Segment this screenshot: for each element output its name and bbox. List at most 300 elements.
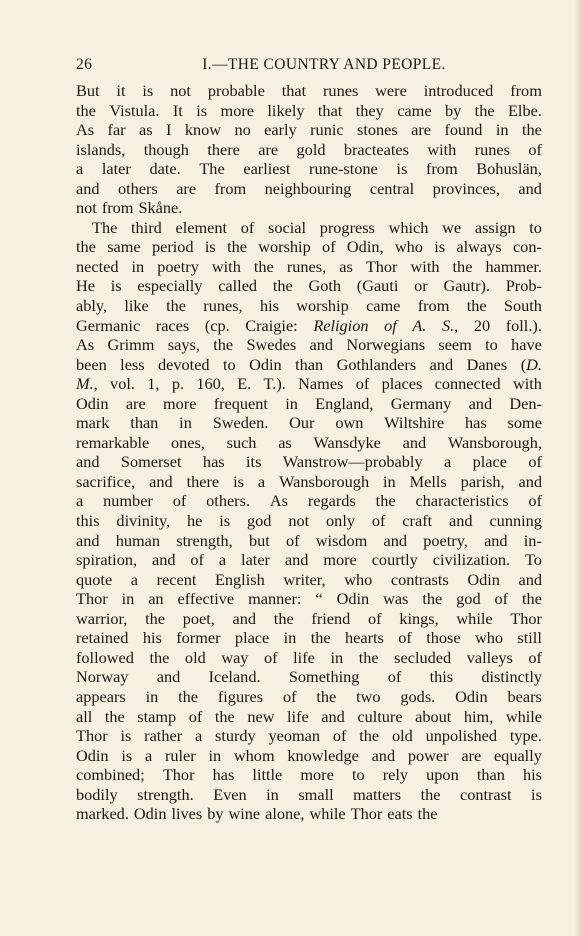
word: As	[76, 120, 95, 140]
word: the	[310, 628, 331, 648]
word: equally	[493, 745, 542, 765]
word: combined;	[76, 765, 145, 785]
word: from	[101, 198, 134, 218]
word: Wiltshire	[384, 413, 445, 433]
word: sturdy	[214, 726, 256, 746]
text-line	[76, 491, 542, 511]
word: to	[223, 354, 236, 374]
word: a	[194, 726, 203, 746]
word: He	[76, 276, 95, 296]
word: and	[449, 511, 473, 531]
text-line	[76, 276, 542, 296]
word: the	[422, 589, 443, 609]
word: E.	[237, 374, 252, 394]
word: in	[383, 471, 396, 491]
word: or	[414, 276, 428, 296]
word: poetry	[157, 256, 199, 276]
text-line	[76, 667, 542, 687]
word: a	[76, 491, 84, 511]
word: though	[143, 139, 189, 159]
word: and	[518, 471, 542, 491]
word: been	[76, 354, 107, 374]
word: appears	[76, 686, 126, 706]
word: Odin	[455, 686, 488, 706]
word: not	[170, 81, 191, 100]
word: effective	[177, 589, 235, 609]
word: Sweden.	[212, 413, 269, 433]
word: and	[371, 745, 396, 765]
word: its	[246, 452, 262, 472]
text-line	[76, 570, 542, 590]
word: probable	[207, 81, 265, 100]
word: but	[248, 530, 270, 550]
word: place	[472, 452, 507, 472]
word: foll.).	[505, 315, 542, 335]
word: knowledge	[287, 745, 359, 765]
word: Prob-	[505, 276, 542, 296]
word: stones	[357, 120, 398, 140]
word: Wanstrow—probably	[282, 452, 423, 472]
text-line	[76, 218, 542, 238]
word: Something	[288, 667, 360, 687]
word: (D.	[520, 354, 542, 374]
word: from	[425, 159, 458, 179]
word: of	[332, 726, 347, 746]
word: a	[257, 471, 266, 491]
text-line	[76, 355, 542, 375]
word: lives	[171, 804, 203, 824]
word: some	[507, 413, 542, 433]
text-line	[76, 237, 542, 257]
word: has	[202, 452, 225, 472]
word: contrasts	[390, 569, 449, 589]
word: his	[142, 628, 162, 648]
page-edge	[574, 0, 582, 936]
word: Gautr).	[443, 276, 490, 296]
word: came	[366, 296, 401, 316]
word: wisdom	[315, 530, 368, 550]
word: from	[417, 296, 450, 316]
word: is	[121, 745, 133, 765]
word: Norway	[76, 667, 129, 687]
word: more	[220, 100, 254, 120]
word: are	[176, 178, 197, 198]
word: Odin	[76, 745, 109, 765]
word: date.	[149, 159, 181, 179]
word: Odin,	[346, 237, 384, 257]
text-line	[76, 296, 542, 316]
word: who	[474, 628, 504, 648]
word: has	[212, 765, 235, 785]
word: and	[484, 530, 508, 550]
word: own	[335, 413, 364, 433]
word: more	[162, 393, 197, 413]
word: more	[300, 765, 334, 785]
word: upon	[426, 765, 459, 785]
word: the	[76, 100, 96, 120]
word: provinces,	[432, 178, 500, 198]
text-line	[76, 589, 542, 609]
text-line	[76, 159, 542, 179]
word: warrior,	[76, 608, 128, 628]
word: To	[524, 550, 542, 570]
text-line	[76, 628, 542, 648]
word: of	[190, 550, 204, 570]
word: is	[120, 726, 132, 746]
word: from	[510, 81, 542, 100]
word: god	[456, 589, 481, 609]
word: with	[427, 139, 457, 159]
word: there	[186, 471, 220, 491]
word: hammer.	[485, 256, 542, 276]
word: Wansdyke	[313, 432, 381, 452]
word: runes,	[203, 296, 243, 316]
word: Bohuslän,	[476, 159, 542, 179]
word: less	[120, 354, 145, 374]
word: But	[76, 81, 100, 100]
word: in	[145, 686, 159, 706]
word: new	[247, 706, 275, 726]
word: later	[101, 159, 131, 179]
word: English	[214, 569, 265, 589]
word: of	[172, 491, 187, 511]
word: M.,	[76, 374, 98, 394]
word: Danes	[466, 354, 508, 374]
word: the	[452, 256, 473, 276]
word: valleys	[466, 647, 513, 667]
word: a	[144, 745, 153, 765]
word: old	[391, 726, 413, 746]
word: he	[186, 511, 203, 531]
word: an	[148, 589, 164, 609]
word: strength,	[176, 530, 233, 550]
word: that	[281, 81, 307, 100]
word: of	[371, 511, 386, 531]
text-line	[76, 179, 542, 199]
word: a	[130, 569, 138, 589]
word: to	[351, 765, 365, 785]
word: islands,	[76, 139, 126, 159]
word: ruler	[164, 745, 196, 765]
word: mark	[76, 413, 110, 433]
word: Grimm	[107, 335, 155, 355]
word: especially	[137, 276, 203, 296]
word: civilization.	[432, 550, 511, 570]
word: came	[397, 100, 432, 120]
text-line	[76, 707, 542, 727]
word: As	[269, 491, 288, 511]
word: bodily	[76, 784, 118, 804]
body-text	[76, 81, 542, 824]
word: than	[476, 765, 505, 785]
word: Swedes	[246, 335, 297, 355]
word: neighbouring	[264, 178, 352, 198]
word: as	[339, 256, 353, 276]
word: is	[396, 159, 408, 179]
text-line	[76, 120, 542, 140]
word: than	[130, 413, 159, 433]
word: two	[356, 686, 381, 706]
word: which	[388, 217, 429, 237]
word: there	[207, 139, 240, 159]
word: we	[442, 217, 462, 237]
word: bears	[507, 686, 542, 706]
word: gods.	[400, 686, 436, 706]
word: Elbe.	[507, 100, 542, 120]
word: life	[293, 647, 315, 667]
word: poet,	[182, 608, 215, 628]
word: social	[268, 217, 307, 237]
word: frequent	[213, 393, 268, 413]
word: spiration,	[76, 550, 138, 570]
word: devoted	[158, 354, 210, 374]
word: former	[176, 628, 221, 648]
text-line	[76, 765, 542, 785]
word: by	[444, 100, 462, 120]
text-line	[76, 374, 542, 394]
running-head: I.—THE COUNTRY AND PEOPLE.	[202, 56, 446, 73]
word: and	[321, 706, 345, 726]
word: others	[117, 178, 158, 198]
text-line	[76, 511, 542, 531]
word: secluded	[394, 647, 452, 667]
word: central	[369, 178, 415, 198]
text-line	[76, 394, 542, 414]
word: have	[511, 335, 542, 355]
word: is	[196, 100, 208, 120]
word: alone,	[265, 804, 305, 824]
word: and	[76, 530, 100, 550]
word: Gothlanders	[336, 354, 417, 374]
word: old	[184, 647, 206, 667]
word: are	[125, 393, 146, 413]
word: in	[330, 647, 344, 667]
word: no	[234, 120, 251, 140]
word: parish,	[460, 471, 505, 491]
word: of	[188, 706, 203, 726]
word: the	[273, 608, 294, 628]
word: god	[247, 511, 272, 531]
word: craft	[402, 511, 433, 531]
word: in	[131, 256, 145, 276]
word: Skåne.	[138, 198, 183, 218]
word: Thor	[76, 589, 108, 609]
word: with	[211, 256, 241, 276]
word: same	[107, 237, 141, 257]
word: and	[429, 354, 454, 374]
word: whom	[233, 745, 275, 765]
word: of	[387, 667, 402, 687]
word: as	[278, 432, 292, 452]
word: the	[145, 608, 165, 628]
word: the	[417, 804, 438, 824]
word: Thor	[162, 765, 195, 785]
word: Wansborough,	[447, 432, 542, 452]
word: found	[444, 120, 483, 140]
word: a	[444, 452, 452, 472]
word: writer,	[283, 569, 326, 589]
word: with	[410, 256, 440, 276]
word: and	[232, 608, 257, 628]
word: Den-	[509, 393, 542, 413]
word: this	[76, 511, 100, 531]
word: is	[204, 237, 216, 257]
word: Thor	[76, 726, 108, 746]
word: quote	[76, 569, 113, 589]
text-line	[76, 452, 542, 472]
word: a	[76, 159, 84, 179]
word: ones,	[170, 432, 205, 452]
word: the	[213, 335, 234, 355]
word: Thor	[365, 256, 398, 276]
word: 160,	[196, 374, 225, 394]
word: regards	[307, 491, 356, 511]
word: the	[375, 491, 396, 511]
word: human	[115, 530, 161, 550]
word: those	[426, 628, 461, 648]
word: South	[503, 296, 542, 316]
word: races	[155, 315, 190, 335]
word: p.	[171, 374, 185, 394]
text-line	[76, 785, 542, 805]
text-line	[76, 472, 542, 492]
word: strength.	[137, 784, 194, 804]
text-line	[76, 81, 542, 101]
word: who	[344, 569, 373, 589]
word: to	[529, 217, 542, 237]
word: 20	[473, 315, 491, 335]
word: this	[429, 667, 454, 687]
word: in	[285, 393, 298, 413]
word: him,	[463, 706, 494, 726]
word: the	[104, 706, 125, 726]
word: kings,	[399, 608, 439, 628]
text-line	[76, 648, 542, 668]
word: runes	[323, 81, 359, 100]
text-line	[76, 804, 542, 824]
word: still	[517, 628, 542, 648]
word: Odin	[76, 393, 109, 413]
word: his	[259, 296, 279, 316]
word: element	[175, 217, 228, 237]
word: of	[494, 589, 509, 609]
word: divinity,	[116, 511, 171, 531]
word: unpolished	[425, 726, 498, 746]
word: in	[208, 745, 222, 765]
word: distinctly	[481, 667, 542, 687]
word: Iceland.	[208, 667, 261, 687]
word: stamp	[137, 706, 177, 726]
word: and	[383, 530, 408, 550]
word: figures	[217, 686, 264, 706]
word: friend	[311, 608, 351, 628]
word: to	[485, 335, 498, 355]
word: of	[384, 315, 397, 335]
word: con-	[512, 237, 542, 257]
word: runes,	[286, 256, 327, 276]
word: and	[402, 432, 427, 452]
word: in	[179, 413, 192, 433]
text-line	[76, 257, 542, 277]
word: rather	[144, 726, 183, 746]
word: and	[156, 667, 181, 687]
word: in	[121, 589, 135, 609]
word: than	[295, 354, 324, 374]
word: and	[76, 452, 100, 472]
word: with	[512, 374, 542, 394]
word: the	[214, 706, 235, 726]
word: Vistula.	[109, 100, 160, 120]
text-line	[76, 101, 542, 121]
word: courtly	[371, 550, 418, 570]
word: of	[528, 139, 542, 159]
word: far	[107, 120, 126, 140]
word: who	[394, 237, 423, 257]
text-line	[76, 198, 542, 218]
word: of	[322, 237, 336, 257]
word: called	[218, 276, 258, 296]
word: and	[468, 393, 493, 413]
word: of	[282, 686, 297, 706]
word: marked.	[76, 804, 129, 824]
word: Norwegians	[346, 335, 426, 355]
word: place	[234, 628, 270, 648]
word: and	[149, 471, 173, 491]
word: runes	[474, 139, 510, 159]
word: type.	[509, 726, 542, 746]
word: (Gauti	[356, 276, 399, 296]
word: all	[76, 706, 93, 726]
word: 1,	[147, 374, 160, 394]
page-number: 26	[76, 56, 93, 73]
word: always	[456, 237, 502, 257]
word: know	[184, 120, 222, 140]
word: power	[407, 745, 449, 765]
word: contrast	[459, 784, 512, 804]
word: Craigie:	[245, 315, 298, 335]
word: and	[151, 550, 176, 570]
word: worship	[258, 237, 311, 257]
text-line	[76, 335, 542, 355]
word: like	[124, 296, 149, 316]
word: of	[285, 530, 300, 550]
word: the	[522, 589, 542, 609]
word: the	[253, 256, 274, 276]
word: is	[531, 784, 542, 804]
word: the	[166, 296, 186, 316]
word: eats	[387, 804, 413, 824]
word: I	[166, 120, 172, 140]
word: about	[415, 706, 452, 726]
word: Somerset	[120, 452, 182, 472]
word: Thor	[350, 804, 383, 824]
word: Germanic	[76, 315, 141, 335]
word: in-	[523, 530, 542, 550]
word: the	[272, 276, 293, 296]
word: the	[359, 726, 380, 746]
word: life	[287, 706, 309, 726]
word: introduced	[423, 81, 494, 100]
word: Odin	[249, 354, 282, 374]
word: number	[103, 491, 153, 511]
word: A.	[412, 315, 427, 335]
word: of	[528, 452, 542, 472]
word: from	[214, 178, 247, 198]
word: Germany	[390, 393, 452, 413]
word: of	[528, 491, 542, 511]
text-line	[76, 609, 542, 629]
word: the	[420, 784, 441, 804]
